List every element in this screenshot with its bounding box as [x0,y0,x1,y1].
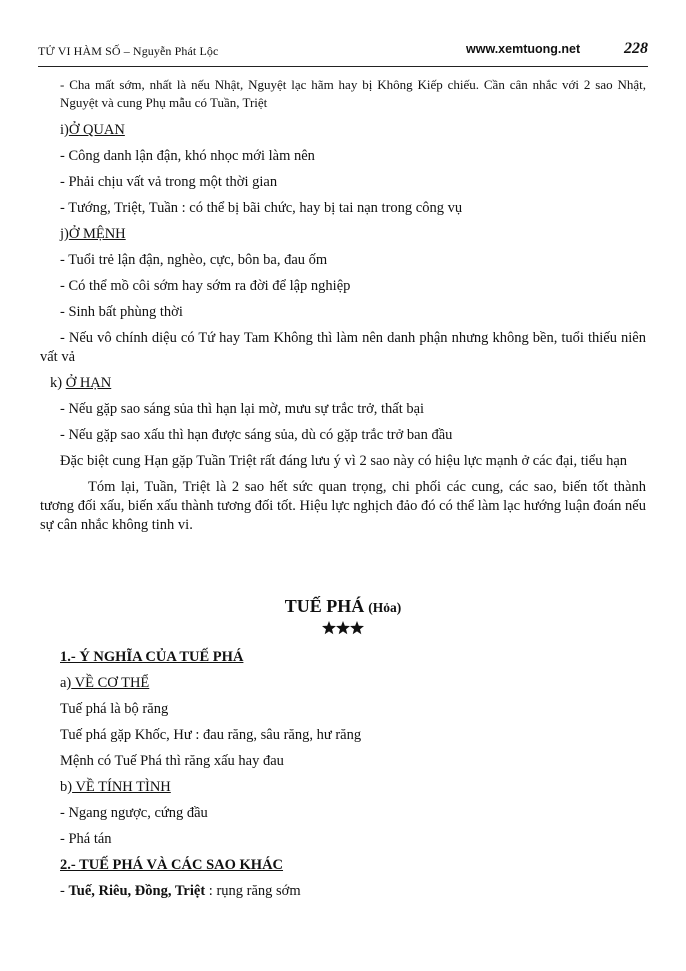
page-header [38,40,648,67]
star-combination: Tuế, Riêu, Đồng, Triệt [68,883,206,899]
list-item: Tuế phá là bộ răng [60,701,169,717]
note-paragraph: Đặc biệt cung Hạn gặp Tuần Triệt rất đáng lưu ý vì 2 sao này có hiệu lực mạnh ở các đại, tiểu hạn [60,453,628,469]
section-title: Ở HẠN [65,375,112,391]
list-item: Tuế phá gặp Khốc, Hư : đau răng, sâu răng, hư răng [60,727,362,743]
main-content [40,76,646,535]
header-title: TỬ VI HÀM SỐ – Nguyễn Phát Lộc [38,44,219,58]
list-item: - Có thể mồ côi sớm hay sớm ra đời để lập nghiệp [60,278,351,294]
subsection-prefix: b) [60,779,73,795]
list-item: - Nếu gặp sao xấu thì hạn được sáng sủa, dù có gặp trắc trở ban đầu [60,427,453,443]
header-website[interactable]: www.xemtuong.net [466,42,581,56]
summary-paragraph: Tóm lại, Tuần, Triệt là 2 sao hết sức quan trọng, chi phối các cung, các sao, biến tốt thành tương đối xấu, biến xấu thành tương đối tốt. Hiệu lực nghịch đảo đó có thể làm lạc hướng luận đoán nếu sự cân nhắc không tinh vi. [40,479,646,533]
section-title: Ở MỆNH [68,226,126,242]
section-heading-han [40,374,646,393]
list-item [60,882,646,901]
list-item: - Công danh lận đận, khó nhọc mới làm nên [60,148,315,164]
three-stars-icon [40,621,646,637]
section-prefix: k) [50,375,66,391]
list-item: - Nếu gặp sao sáng sủa thì hạn lại mờ, mưu sự trắc trở, thất bại [60,401,425,417]
subsection-heading-co-the [60,674,646,693]
list-item: - Nếu vô chính diệu có Tứ hay Tam Không thì làm nên danh phận nhưng không bền, tuổi thiếu niên vất vả [40,330,646,365]
subsection-heading-tinh-tinh [60,778,646,797]
item-text: : rụng răng sớm [205,883,301,899]
list-item: - Sinh bất phùng thời [60,304,183,320]
list-item: - Tuổi trẻ lận đận, nghèo, cực, bôn ba, đau ốm [60,252,328,268]
tue-pha-section [60,648,646,901]
subsection-prefix: a) [60,675,72,691]
list-item: - Tướng, Triệt, Tuần : có thể bị bãi chức, hay bị tai nạn trong công vụ [60,200,463,216]
star-title-block [40,596,646,637]
item-prefix: - [60,883,69,899]
list-item: - Phải chịu vất vả trong một thời gian [60,174,278,190]
part1-heading: 1.- Ý NGHĨA CỦA TUẾ PHÁ [60,649,244,665]
list-item: - Phá tán [60,831,112,847]
section-prefix: i) [60,122,69,138]
intro-paragraph: - Cha mất sớm, nhất là nếu Nhật, Nguyệt lạc hãm hay bị Không Kiếp chiếu. Cần cân nhắc với 2 sao Nhật, Nguyệt và cung Phụ mẫu có Tuần, Triệt [60,77,646,110]
section-title: Ở QUAN [68,122,125,138]
star-element: (Hỏa) [368,600,402,615]
section-prefix: j) [60,226,69,242]
list-item: Mệnh có Tuế Phá thì răng xấu hay đau [60,753,284,769]
subsection-title: VỀ TÍNH TÌNH [72,779,171,795]
subsection-title: VỀ CƠ THỂ [71,675,150,691]
part2-heading: 2.- TUẾ PHÁ VÀ CÁC SAO KHÁC [60,857,284,873]
page-number: 228 [624,40,648,57]
section-heading-menh [40,225,646,244]
list-item: - Ngang ngược, cứng đầu [60,805,208,821]
star-name: TUẾ PHÁ [284,596,365,616]
star-title [40,596,646,617]
section-heading-quan [40,121,646,140]
